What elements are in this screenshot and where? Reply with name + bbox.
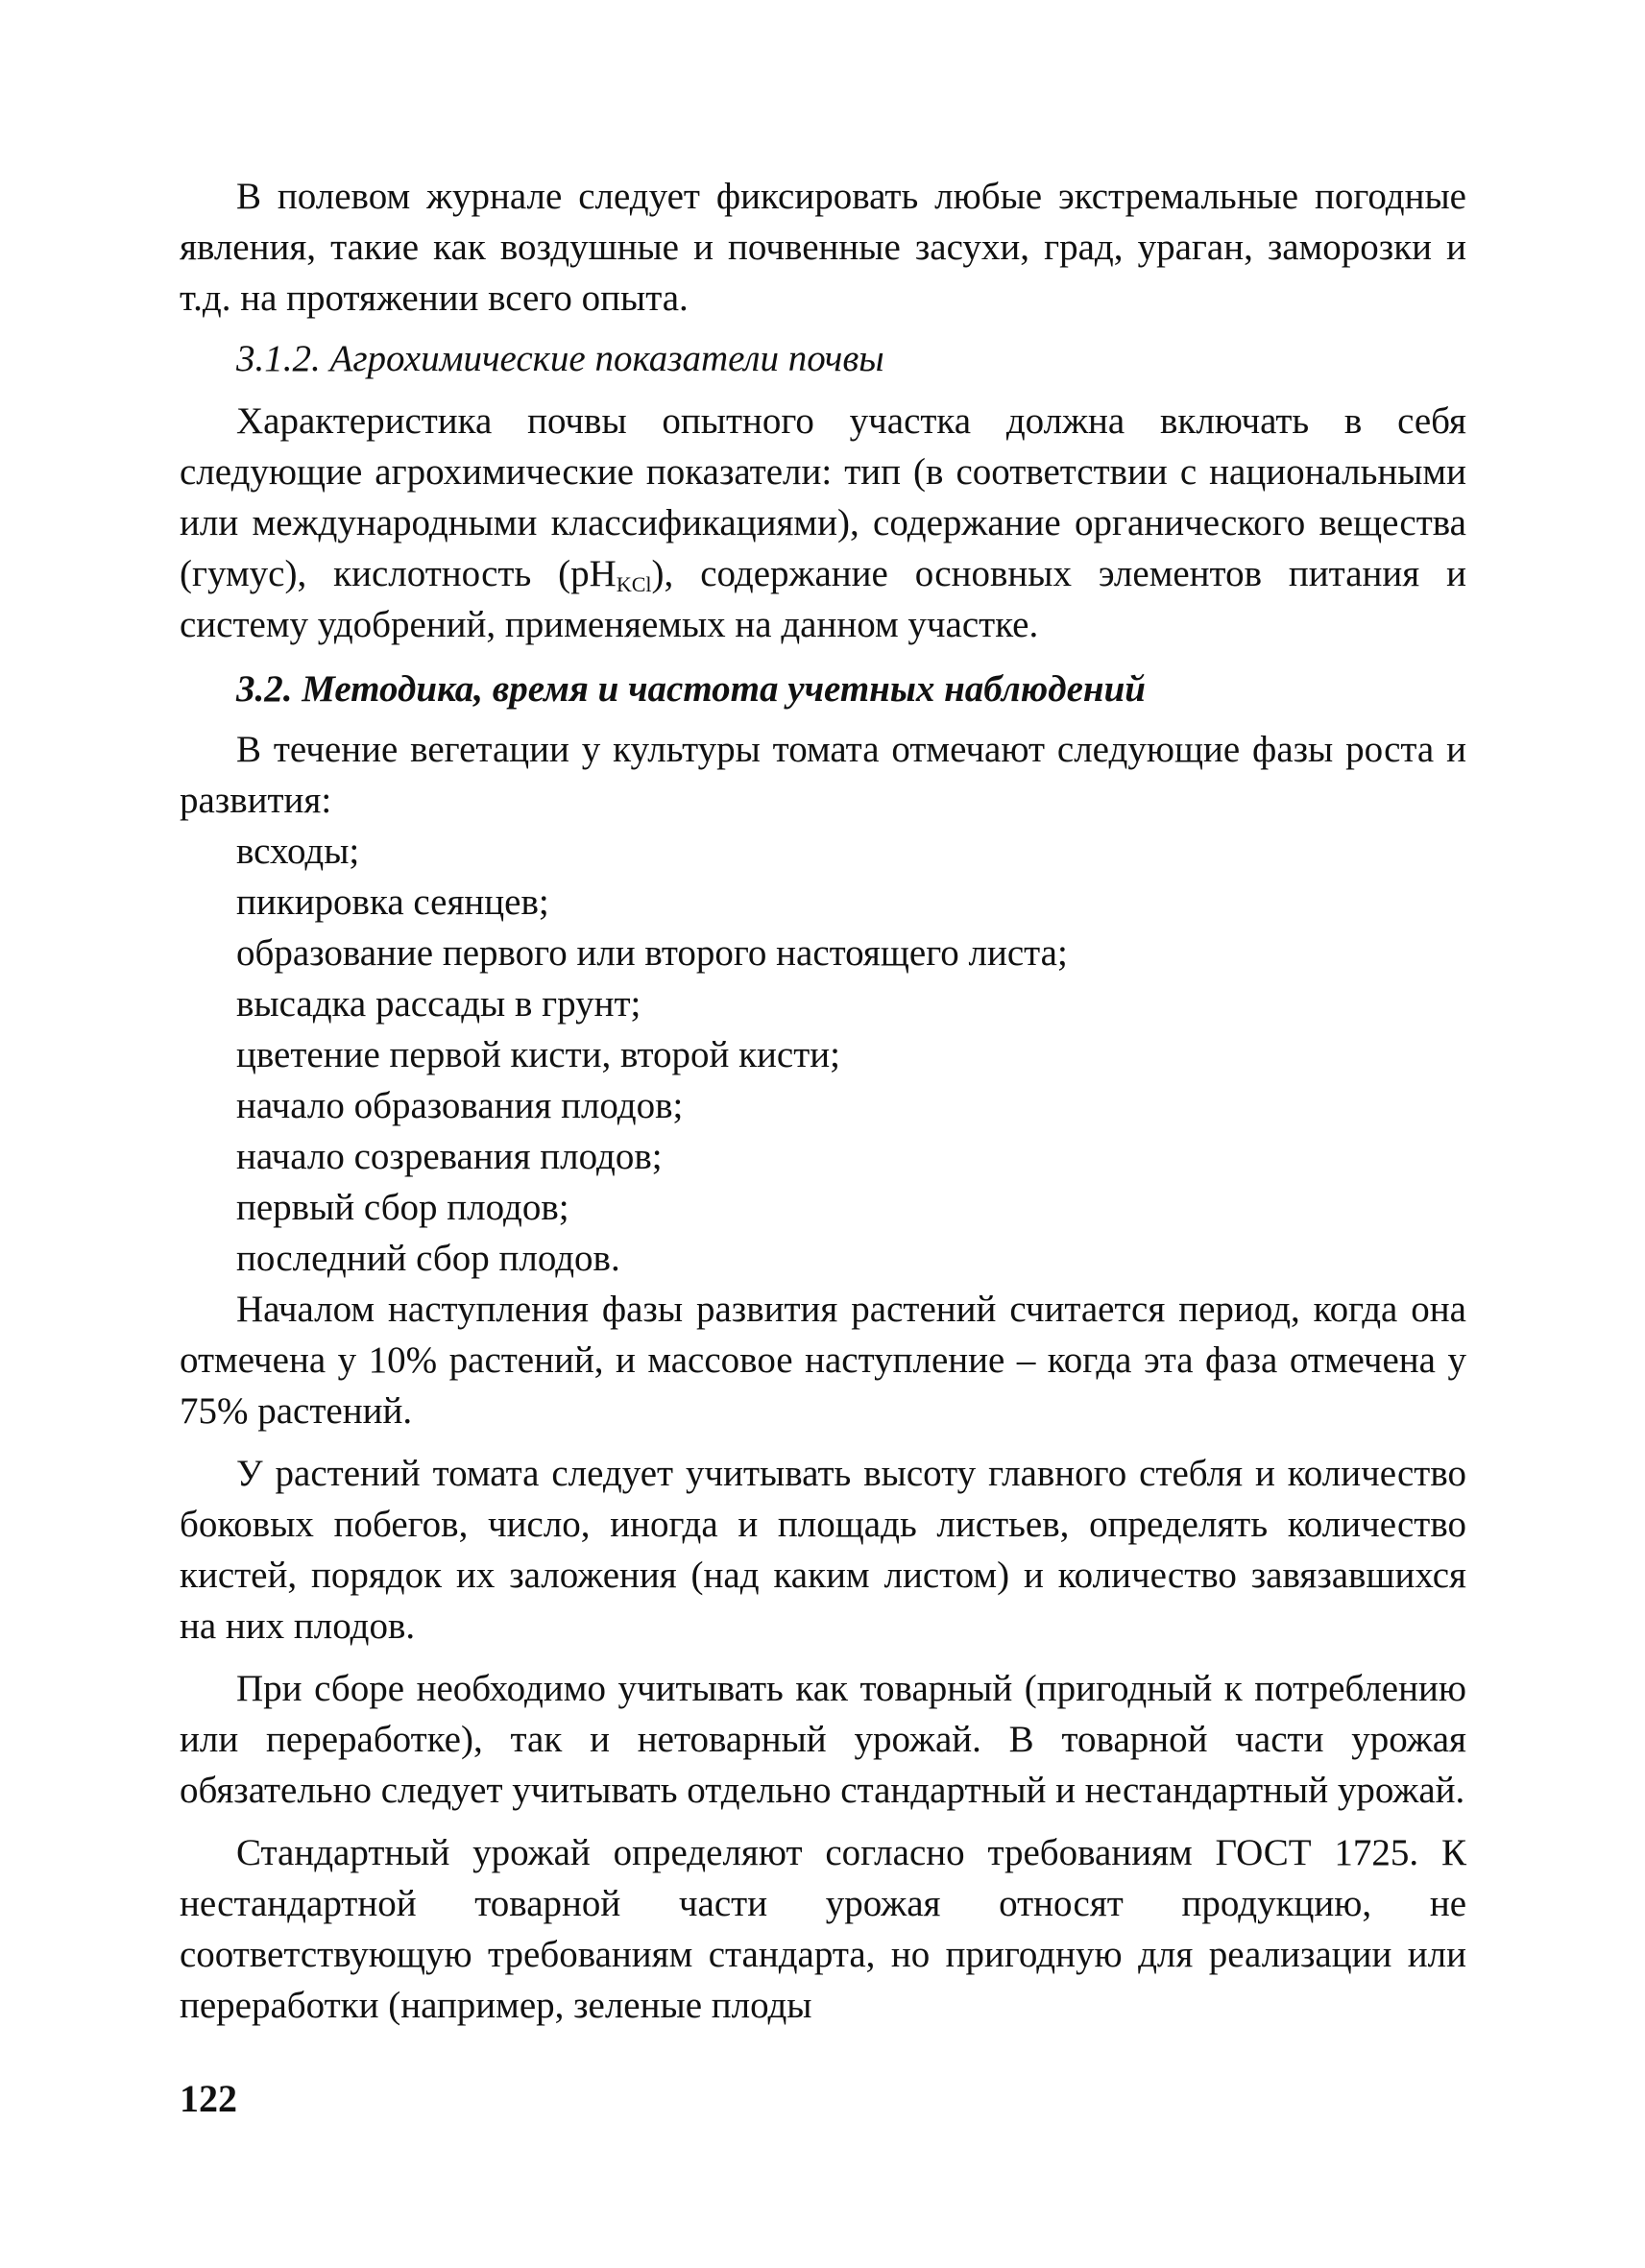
paragraph-standard-yield: Стандартный урожай определяют согласно требованиям ГОСТ 1725. К нестандартной товарной части урожая относят продукцию, не соответствующую требованиям стандарта, но пригодную для реализации или переработки (например, зеленые плоды — [180, 1832, 1466, 2026]
paragraph-soil-characteristics — [180, 396, 1466, 650]
growth-phases-list — [180, 826, 1466, 1284]
page-body — [180, 171, 1466, 2031]
paragraph-harvest-accounting: При сборе необходимо учитывать как товарный (пригодный к потреблению или переработке), так и нетоварный урожай. В товарной части урожая обязательно следует учитывать отдельно стандартный и нестандартный урожай. — [180, 1668, 1466, 1811]
phase-item: цветение первой кисти, второй кисти; — [236, 1034, 840, 1075]
section-heading-3-2: 3.2. Методика, время и частота учетных наблюдений — [236, 668, 1146, 710]
paragraph-growth-phases-intro: В течение вегетации у культуры томата отмечают следующие фазы роста и развития: — [180, 729, 1466, 821]
phase-item: высадка рассады в грунт; — [236, 983, 641, 1025]
soil-text-end: ), содержание основных элементов питания и систему удобрений, применяемых на данном участке. — [180, 553, 1467, 645]
page-number: 122 — [180, 2077, 237, 2120]
phase-item: начало образования плодов; — [236, 1085, 684, 1126]
phase-item: последний сбор плодов. — [236, 1238, 620, 1279]
phase-item: первый сбор плодов; — [236, 1187, 569, 1228]
paragraph-plant-measurements: У растений томата следует учитывать высоту главного стебля и количество боковых побегов, число, иногда и площадь листьев, определять количество кистей, порядок их заложения (над каким листом) и количество завязавшихся на них плодов. — [180, 1453, 1466, 1647]
phase-item: образование первого или второго настоящего листа; — [236, 932, 1068, 974]
soil-text-start: Характеристика почвы опытного участка должна включать в себя следующие агрохимические показатели: тип (в соответствии с национальными или международными классификациями), содержание органического вещества (гумус), кислотность (pH — [180, 400, 1466, 594]
paragraph-weather-journal: В полевом журнале следует фиксировать любые экстремальные погодные явления, такие как воздушные и почвенные засухи, град, ураган, заморозки и т.д. на протяжении всего опыта. — [180, 176, 1466, 319]
paragraph-phase-onset: Началом наступления фазы развития растений считается период, когда она отмечена у 10% растений, и массовое наступление – когда эта фаза отмечена у 75% растений. — [180, 1289, 1466, 1432]
subsection-heading-3-1-2: 3.1.2. Агрохимические показатели почвы — [236, 338, 884, 379]
phase-item: всходы; — [236, 831, 360, 872]
phase-item: начало созревания плодов; — [236, 1136, 663, 1177]
phase-item: пикировка сеянцев; — [236, 881, 549, 923]
ph-subscript-kcl: KCl — [616, 572, 652, 596]
